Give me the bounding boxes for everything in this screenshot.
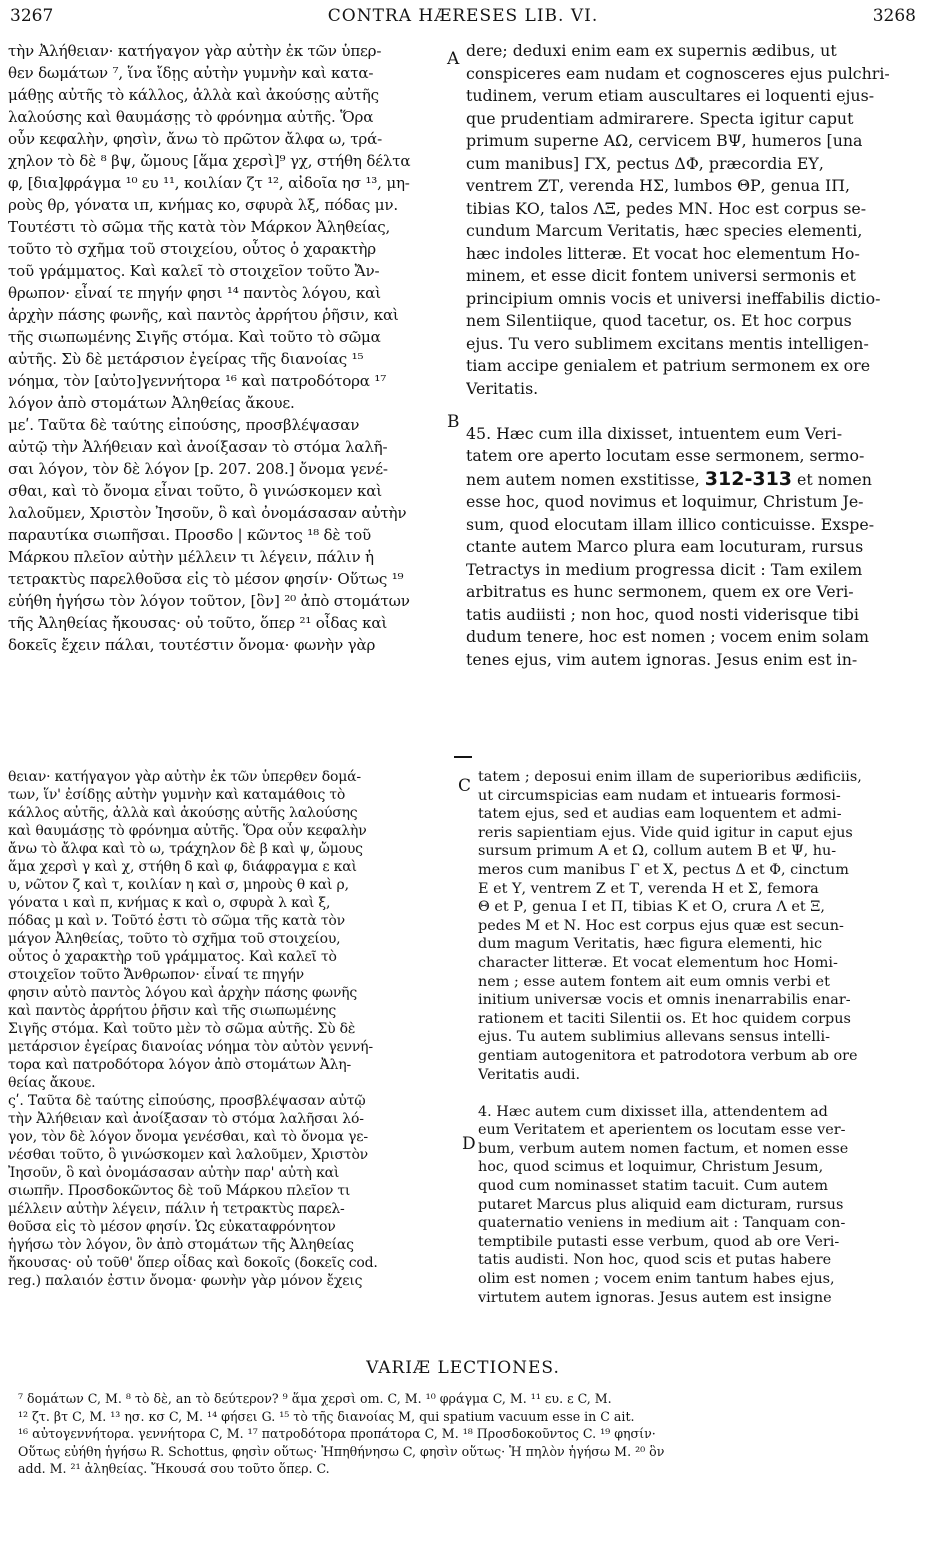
text-line: dudum tenere, hoc est nomen ; vocem enim solam [466, 627, 869, 646]
text-line: μάγον Ἀληθείας, τοῦτο τὸ σχῆμα τοῦ στοιχείου, [8, 931, 341, 947]
text-line: δοκεῖς ἔχειν πάλαι, τουτέστιν ὄνομα· φωνὴν γὰρ [8, 636, 376, 654]
text-line [478, 1084, 918, 1103]
text-line: ejus. Tu autem sublimius allevans sensus intelli- [478, 1029, 830, 1046]
text-line: cum manibus] ΓΧ, pectus ΔΦ, præcordia ΕΥ, [466, 153, 824, 173]
text-line: τετρακτὺς παρελθοῦσα εἰς τὸ μέσον φησίν· Οὕτως ¹⁹ [8, 570, 404, 588]
text-line: φησιν αὐτὸ παντὸς λόγου καὶ ἀρχὴν πάσης φωνῆς [8, 985, 357, 1001]
text-line: dum magum Veritatis, hæc figura elementi, hic [478, 936, 823, 953]
text-line: τῆς σιωπωμένης Σιγῆς στόμα. Καὶ τοῦτο τὸ σῶμα [8, 328, 381, 346]
margin-letter-a: A [447, 49, 460, 69]
text-line: ἀρχὴν πάσης φωνῆς, καὶ παντὸς ἀρρήτου ῥῆσιν, καὶ [8, 306, 399, 324]
text-line: οὗτος ὁ χαρακτὴρ τοῦ γράμματος. Καὶ καλεῖ τὸ [8, 949, 337, 965]
text-line: putaret Marcus plus aliquid eam dicturam, rursus [478, 1196, 844, 1213]
text-line: ventrem ΖΤ, verenda ΗΣ, lumbos ΘΡ, genua ΙΠ, [466, 176, 851, 195]
text-line: σιωπῆν. Προσδοκῶντος δὲ τοῦ Μάρκου πλεῖον τι [8, 1183, 351, 1199]
variant-reading-line: Οὕτως εὐήθη ἡγήσω R. Schottus, φησὶν οὕτως· Ἠπηθήνησω C, φησὶν οὕτως· Ἡ πηλὸν ἡγήσω M. ²⁰ ὃν [18, 1443, 665, 1459]
text-line: υ, νῶτον ζ καὶ τ, κοιλίαν η καὶ σ, μηροὺς θ καὶ ρ, [8, 877, 349, 893]
text-line: character litteræ. Et vocat elementum hoc Homi- [478, 954, 838, 971]
text-line: reg.) παλαιόν ἐστιν ὄνομα· φωνὴν γὰρ μόνον ἔχεις [8, 1273, 363, 1289]
text-line: Tetractys in medium progressa dicit : Tam exilem [466, 559, 863, 579]
text-line: ejus. Tu vero sublimem excitans mentis intelligen- [466, 333, 869, 353]
text-line: hoc, quod scimus et loquimur, Christum Jesum, [478, 1159, 824, 1176]
text-line: μεʹ. Ταῦτα δὲ ταύτης εἰπούσης, προσβλέψασαν [8, 416, 360, 434]
text-line: meros cum manibus Γ et Χ, pectus Δ et Φ, cinctum [478, 861, 849, 878]
text-line: Μάρκου πλεῖον αὐτὴν μέλλειν τι λέγειν, πάλιν ἡ [8, 548, 374, 566]
text-line: dere; deduxi enim eam ex supernis ædibus, ut [466, 41, 837, 60]
text-line: νόημα, τὸν [αὐτο]γεννήτορα ¹⁶ καὶ πατροδότορα ¹⁷ [8, 372, 387, 390]
text-line: tiam accipe genialem et patrium sermonem ex ore [466, 356, 871, 375]
text-line: tatem ejus, sed et audias eam loquentem et admi- [478, 806, 842, 823]
text-line: tatis audiisti ; non hoc, quod nosti viderisque tibi [466, 604, 859, 624]
page-number-right: 3268 [872, 6, 916, 26]
text-line [466, 400, 918, 423]
text-line: παραυτίκα σιωπῆσαι. Προσδο | κῶντος ¹⁸ δὲ τοῦ [8, 526, 371, 544]
text-line: τὴν Ἀλήθειαν· κατήγαγον γὰρ αὐτὴν ἐκ τῶν ὑπερ- [8, 42, 382, 60]
page-header [10, 6, 916, 32]
text-line: ctante autem Marco plura eam locuturam, rursus [466, 537, 864, 556]
text-line: esse hoc, quod novimus et loquimur, Christum Je- [466, 492, 864, 511]
text-line: hæc indoles litteræ. Et vocat hoc elementum Ho- [466, 243, 860, 263]
text-line: τοῦτο τὸ σχῆμα τοῦ στοιχείου, οὗτος ὁ χαρακτὴρ [8, 240, 376, 258]
text-line: bum, verbum autem nomen factum, et nomen esse [478, 1140, 849, 1157]
text-line: tenes ejus, vim autem ignoras. Jesus enim est in- [466, 649, 858, 669]
text-line: τὴν Ἀλήθειαν καὶ ἀνοίξασαν τὸ στόμα λαλῆσαι λό- [8, 1111, 364, 1127]
page-reference: 312-313 [704, 467, 793, 490]
text-line: τοῦ γράμματος. Καὶ καλεῖ τὸ στοιχεῖον τοῦτο Ἄν- [8, 262, 380, 280]
text-line [466, 468, 918, 492]
text-line: των, ἵν' ἐσίδῃς αὐτὴν γυμνὴν καὶ καταμάθοις τὸ [8, 787, 346, 803]
margin-letter-c: C [458, 776, 472, 796]
text-line: λαλοῦμεν, Χριστὸν Ἰησοῦν, ὃ καὶ ὀνομάσασαν αὐτὴν [8, 504, 407, 522]
running-title: CONTRA HÆRESES LIB. VI. [327, 6, 599, 26]
text-line: Ἰησοῦν, ὃ καὶ ὀνομάσασαν αὐτὴν παρ' αὐτὴ καὶ [8, 1165, 340, 1181]
text-line: tudinem, verum etiam auscultares ei loquenti ejus- [466, 86, 875, 105]
text-line: ἅμα χερσὶ γ καὶ χ, στήθη δ καὶ φ, διάφραγμα ε καὶ [8, 859, 357, 875]
text-line: ἡγήσω τὸν λόγον, ὃν ἀπὸ στομάτων τῆς Ἀληθείας [8, 1237, 354, 1253]
text-line: tatem ; deposui enim illam de superioribus ædificiis, [478, 769, 862, 785]
text-line: conspiceres eam nudam et cognosceres ejus pulchri- [466, 63, 890, 83]
section-divider [454, 756, 472, 758]
text-line: θρωπον· εἶναί τε πηγήν φησι ¹⁴ παντὸς λόγου, καὶ [8, 284, 381, 302]
text-line: σθαι, καὶ τὸ ὄνομα εἶναι τοῦτο, ὃ γινώσκομεν καὶ [8, 482, 382, 500]
text-line: ςʹ. Ταῦτα δὲ ταύτης εἰπούσης, προσβλέψασαν αὐτῷ [8, 1093, 366, 1109]
text-line: quaternatio veniens in medium ait : Tanquam con- [478, 1215, 846, 1232]
margin-letter-d: D [462, 1134, 476, 1154]
text-line: τῆς Ἀληθείας ἤκουσας· οὐ τοῦτο, ὅπερ ²¹ οἶδας καὶ [8, 614, 388, 632]
text-line: minem, et esse dicit fontem universi sermonis et [466, 266, 856, 285]
text-line: nem Silentiique, quod tacetur, os. Et hoc corpus [466, 311, 852, 330]
text-line: γον, τὸν δὲ λόγον ὄνομα γενέσθαι, καὶ τὸ ὄνομα γε- [8, 1129, 368, 1145]
text-line: Ε et Υ, ventrem Ζ et Τ, verenda Η et Σ, femora [478, 880, 819, 897]
text-line: αὐτῆς. Σὺ δὲ μετάρσιον ἐγείρας τῆς διανοίας ¹⁵ [8, 350, 364, 368]
text-line: tatem ore aperto locutam esse sermonem, sermo- [466, 446, 865, 465]
text-line: νέσθαι τοῦτο, ὃ γινώσκομεν καὶ λαλοῦμεν, Χριστὸν [8, 1147, 368, 1163]
text-line: φ, [δια]φράγμα ¹⁰ ευ ¹¹, κοιλίαν ζτ ¹², αἰδοῖα ησ ¹³, μη- [8, 174, 410, 192]
text-line: ἤκουσας· οὐ τοῦθ' ὅπερ οἶδας καὶ δοκοῖς (δοκεῖς cod. [8, 1255, 378, 1271]
text-line: sursum primum Α et Ω, collum autem Β et Ψ, hu- [478, 843, 837, 860]
text-line: ἄνω τὸ ἄλφα καὶ τὸ ω, τράχηλον δὲ β καὶ ψ, ὤμους [8, 841, 363, 857]
text-line: principium omnis vocis et universi ineffabilis dictio- [466, 288, 881, 308]
text-line: θοῦσα εἰς τὸ μέσον φησίν. Ὡς εὐκαταφρόνητον [8, 1219, 336, 1235]
text-line: καὶ θαυμάσῃς τὸ φρόνημα αὐτῆς. Ὅρα οὖν κεφαλὴν [8, 823, 367, 839]
text-line: θειαν· κατήγαγον γὰρ αὐτὴν ἐκ τῶν ὑπερθεν δομά- [8, 769, 361, 785]
text-line: χηλον τὸ δὲ ⁸ βψ, ὤμους [ἅμα χερσὶ]⁹ γχ, στήθη δέλτα [8, 152, 411, 170]
variant-reading-line: ⁷ δομάτων C, M. ⁸ τὸ δὲ, an τὸ δεύτερον? ⁹ ἅμα χερσὶ om. C, M. ¹⁰ φράγμα C, M. ¹¹ ευ. ε C, M. [18, 1391, 612, 1406]
variant-reading-line: ¹² ζτ. βτ C, M. ¹³ ησ. κσ C, M. ¹⁴ φήσει G. ¹⁵ τὸ τῆς διανοίας M, qui spatium vacuum esse in C ait. [18, 1408, 635, 1424]
text-line: olim est nomen ; vocem enim tantum habes ejus, [478, 1271, 835, 1288]
text-line: que prudentiam admirarere. Specta igitur caput [466, 108, 854, 128]
text-line: μάθῃς αὐτῆς τὸ κάλλος, ἀλλὰ καὶ ἀκούσῃς αὐτῆς [8, 86, 379, 104]
text-line: nem ; esse autem fontem ait eum omnis verbi et [478, 973, 830, 990]
text-line: sum, quod elocutam illam illico conticuisse. Exspe- [466, 514, 875, 534]
page-number-left: 3267 [10, 6, 54, 26]
variant-reading-line: ¹⁶ αὐτογεννήτορα. γεννήτορα C, M. ¹⁷ πατροδότορα προπάτορα C, M. ¹⁸ Προσδοκοῦντος C. ¹⁹ φησίν· [18, 1426, 656, 1442]
text-line: temptibile putasti esse verbum, quod ab ore Veri- [478, 1233, 840, 1250]
text-line: γόνατα ι καὶ π, κνήμας κ καὶ ο, σφυρὰ λ καὶ ξ, [8, 895, 331, 911]
text-line: tibias ΚΟ, talos ΛΞ, pedes ΜΝ. Hoc est corpus se- [466, 198, 867, 218]
text-line: οὖν κεφαλὴν, φησὶν, ἄνω τὸ πρῶτον ἄλφα ω, τρά- [8, 130, 382, 148]
text-line: Σιγῆς στόμα. Καὶ τοῦτο μὲν τὸ σῶμα αὐτῆς. Σὺ δὲ [8, 1021, 356, 1037]
text-line: gentiam autogenitora et patrodotora verbum ab ore [478, 1047, 858, 1064]
text-line: Veritatis. [466, 378, 539, 398]
variant-reading-line: add. M. ²¹ ἀληθείας. Ἤκουσά σου τοῦτο ὅπερ. C. [18, 1461, 330, 1477]
variae-lectiones [18, 1390, 916, 1540]
margin-letter-b: B [447, 412, 460, 432]
text-line: ροὺς θρ, γόνατα ιπ, κνήμας κο, σφυρὰ λξ, πόδας μν. [8, 196, 398, 214]
text-line: virtutem autem ignoras. Jesus autem est insigne [478, 1289, 832, 1306]
text-line: μετάρσιον ἐγείρας διανοίας νόημα τὸν αὐτὸν γεννή- [8, 1039, 373, 1055]
text-line: εὐήθη ἡγήσω τὸν λόγον τοῦτον, [ὃν] ²⁰ ἀπὸ στομάτων [8, 592, 410, 610]
text-line: σαι λόγον, τὸν δὲ λόγον [p. 207. 208.] ὄνομα γενέ- [8, 460, 388, 478]
text-line: θείας ἄκουε. [8, 1075, 96, 1091]
text-line: τορα καὶ πατροδότορα λόγον ἀπὸ στομάτων Ἀλη- [8, 1057, 351, 1073]
text-line: initium universæ vocis et omnis inenarrabilis enar- [478, 992, 851, 1009]
text-line: μέλλειν αὐτὴν λέγειν, πάλιν ἡ τετρακτὺς παρελ- [8, 1201, 345, 1217]
text-line: ut circumspicias eam nudam et intuearis formosi- [478, 787, 841, 804]
text-fragment: et nomen [792, 469, 872, 489]
text-line: θεν δωμάτων ⁷, ἵνα ἴδῃς αὐτὴν γυμνὴν καὶ κατα- [8, 64, 374, 82]
text-line: Θ et Ρ, genua Ι et Π, tibias Κ et Ο, crura Λ et Ξ, [478, 899, 825, 916]
text-line: reris sapientiam ejus. Vide quid igitur in caput ejus [478, 824, 853, 841]
greek-text-bottom [8, 768, 454, 1332]
text-line: eum Veritatem et aperientem os locutam esse ver- [478, 1122, 846, 1139]
text-line: λόγον ἀπὸ στομάτων Ἀληθείας ἄκουε. [8, 394, 295, 412]
text-line: Veritatis audi. [478, 1066, 581, 1083]
text-line: κάλλος αὐτῆς, ἀλλὰ καὶ ἀκούσῃς αὐτῆς λαλούσης [8, 805, 358, 821]
text-line: quod cum nominasset statim tacuit. Cum autem [478, 1178, 829, 1195]
greek-text-top [8, 40, 446, 740]
text-line: arbitratus es hunc sermonem, quem ex ore Veri- [466, 582, 854, 601]
text-line: καὶ παντὸς ἀρρήτου ῥῆσιν καὶ τῆς σιωπωμένης [8, 1003, 336, 1019]
variae-lectiones-title: VARIÆ LECTIONES. [366, 1358, 560, 1378]
text-line: λαλούσης καὶ θαυμάσῃς τὸ φρόνημα αὐτῆς. Ὅρα [8, 108, 374, 126]
text-line: αὐτῷ τὴν Ἀλήθειαν καὶ ἀνοίξασαν τὸ στόμα λαλῆ- [8, 438, 388, 456]
text-line: cundum Marcum Veritatis, hæc species elementi, [466, 221, 863, 240]
text-line: 4. Hæc autem cum dixisset illa, attendentem ad [478, 1103, 828, 1120]
text-line: primum superne ΑΩ, cervicem ΒΨ, humeros [una [466, 131, 863, 150]
text-line: tatis audisti. Non hoc, quod scis et putas habere [478, 1252, 832, 1269]
latin-text-top [466, 40, 918, 740]
text-line: rationem et taciti Silentii os. Et hoc quidem corpus [478, 1010, 851, 1027]
text-line: στοιχεῖον τοῦτο Ἄνθρωπον· εἶναί τε πηγήν [8, 967, 304, 983]
text-fragment: nem autem nomen exstitisse, [466, 469, 705, 489]
text-line: πόδας μ καὶ ν. Τοῦτό ἐστι τὸ σῶμα τῆς κατὰ τὸν [8, 913, 345, 929]
text-line: 45. Hæc cum illa dixisset, intuentem eum Veri- [466, 423, 843, 443]
text-line: Τουτέστι τὸ σῶμα τῆς κατὰ τὸν Μάρκον Ἀληθείας, [8, 218, 391, 236]
text-line: pedes Μ et Ν. Hoc est corpus ejus quæ est secun- [478, 917, 844, 934]
latin-text-bottom [478, 768, 918, 1332]
